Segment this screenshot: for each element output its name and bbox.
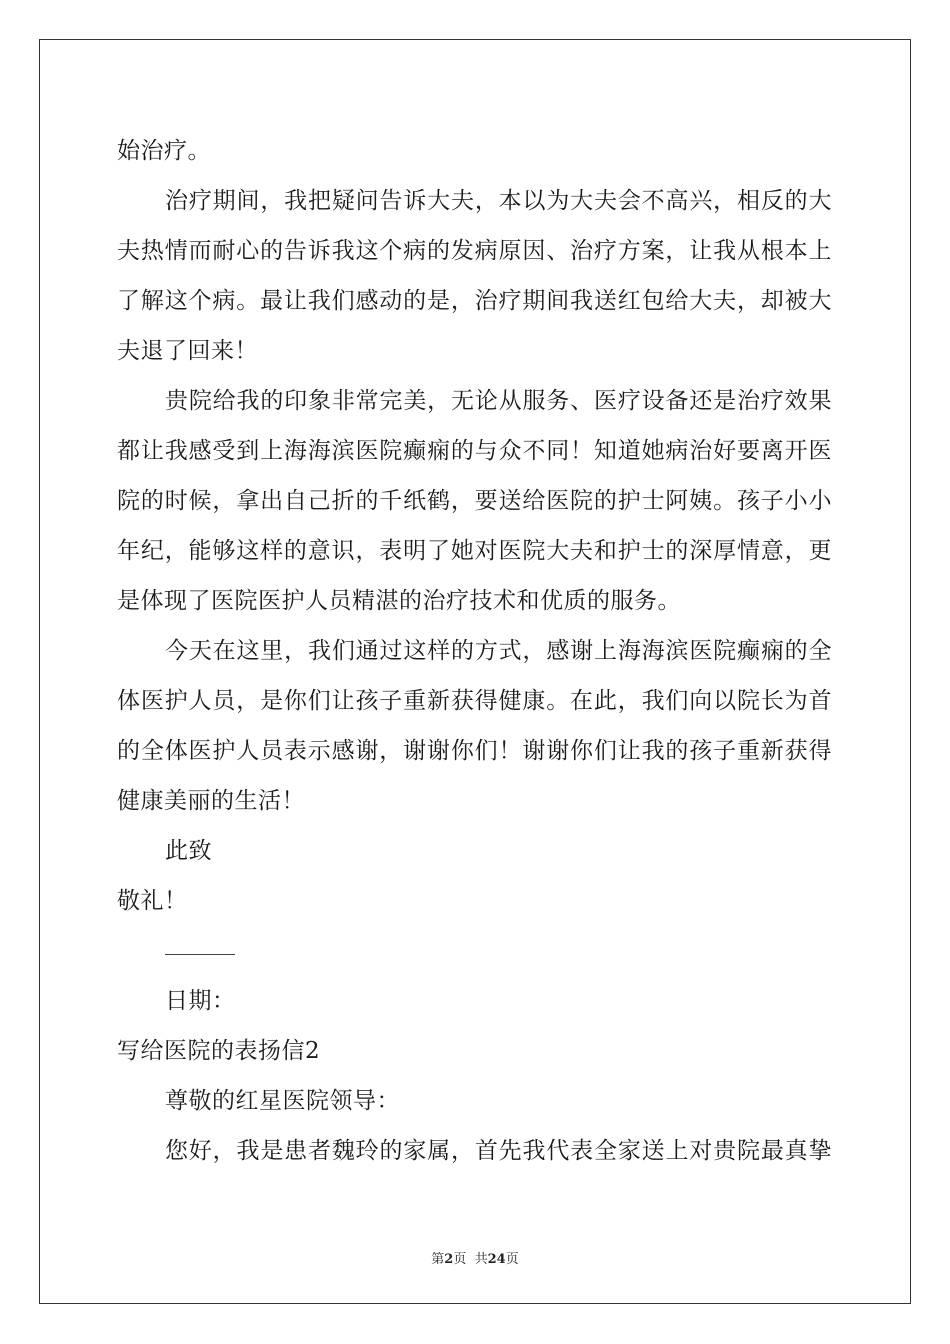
text-line: 是体现了医院医护人员精湛的治疗技术和优质的服务。 [117, 588, 681, 614]
text-line: 年纪，能够这样的意识，表明了她对医院大夫和护士的深厚情意，更 [117, 538, 832, 564]
salutation-line: 敬礼！ [117, 888, 188, 914]
text-line: 健康美丽的生活！ [117, 788, 305, 814]
page-mid: 页 共 [453, 1252, 488, 1267]
closing-line: 此致 [165, 838, 212, 864]
document-body [117, 126, 832, 1176]
text-line: 的全体医护人员表示感谢，谢谢你们！谢谢你们让我的孩子重新获得 [117, 738, 832, 764]
page-prefix: 第 [431, 1252, 445, 1267]
text-line: 院的时候，拿出自己折的千纸鹤，要送给医院的护士阿姨。孩子小小 [117, 488, 832, 514]
greeting-line: 尊敬的红星医院领导： [165, 1088, 400, 1114]
page-number: 2 [444, 1252, 454, 1267]
text-line: 夫退了回来！ [117, 338, 258, 364]
page-suffix: 页 [505, 1252, 519, 1267]
text-line: 始治疗。 [117, 138, 211, 164]
total-pages: 24 [487, 1252, 506, 1267]
page-footer [0, 1248, 950, 1267]
section-title: 写给医院的表扬信2 [117, 1038, 321, 1064]
date-line: 日期： [165, 988, 236, 1014]
text-line: 您好，我是患者魏玲的家属，首先我代表全家送上对贵院最真挚 [165, 1138, 832, 1164]
text-line: 体医护人员，是你们让孩子重新获得健康。在此，我们向以院长为首 [117, 688, 832, 714]
signature-rule [165, 954, 235, 955]
text-line: 今天在这里，我们通过这样的方式，感谢上海海滨医院癫痫的全 [165, 638, 832, 664]
signature-line [117, 926, 832, 976]
text-line: 了解这个病。最让我们感动的是，治疗期间我送红包给大夫，却被大 [117, 288, 832, 314]
text-line: 夫热情而耐心的告诉我这个病的发病原因、治疗方案，让我从根本上 [117, 238, 832, 264]
text-line: 都让我感受到上海海滨医院癫痫的与众不同！知道她病治好要离开医 [117, 438, 832, 464]
text-line: 贵院给我的印象非常完美，无论从服务、医疗设备还是治疗效果 [165, 388, 832, 414]
text-line: 治疗期间，我把疑问告诉大夫，本以为大夫会不高兴，相反的大 [165, 188, 832, 214]
